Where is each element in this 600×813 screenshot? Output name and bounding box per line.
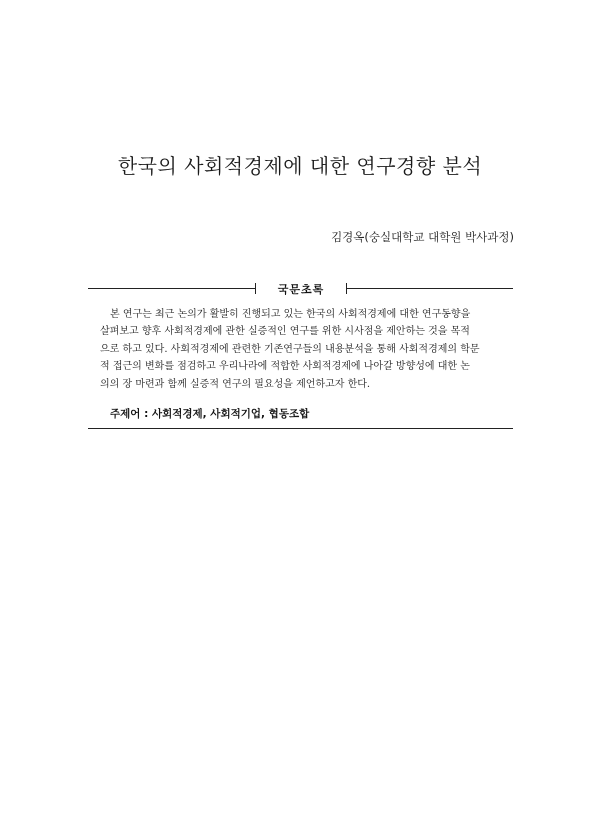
keywords-list: 사회적경제, 사회적기업, 협동조합 (151, 408, 310, 420)
header-rule-right (346, 288, 513, 289)
abstract-line: 으로 하고 있다. 사회적경제에 관련한 기존연구들의 내용분석을 통해 사회적경제의 학문 (100, 343, 480, 355)
abstract-line: 살펴보고 향후 사회적경제에 관한 실증적인 연구를 위한 시사점을 제안하는 것을 목적 (100, 326, 470, 338)
header-rule-left (88, 288, 255, 289)
keywords (110, 406, 309, 421)
abstract-body (100, 306, 500, 393)
abstract-line: 의의 장 마련과 함께 실증적 연구의 필요성을 제언하고자 한다. (100, 378, 371, 390)
abstract-heading: 국문초록 (277, 283, 325, 296)
keywords-label: 주제어 : (110, 408, 149, 420)
author-affiliation: 김경옥(숭실대학교 대학원 박사과정) (331, 230, 514, 244)
abstract-header (88, 282, 513, 296)
abstract-bottom-rule (88, 428, 513, 429)
abstract-line: 적 접근의 변화를 점검하고 우리나라에 적합한 사회적경제에 나아갈 방향성에 대한 논 (100, 361, 470, 373)
abstract-line: 본 연구는 최근 논의가 활발히 진행되고 있는 한국의 사회적경제에 대한 연구동향을 (110, 309, 471, 320)
page-title: 한국의 사회적경제에 대한 연구경향 분석 (117, 154, 483, 178)
